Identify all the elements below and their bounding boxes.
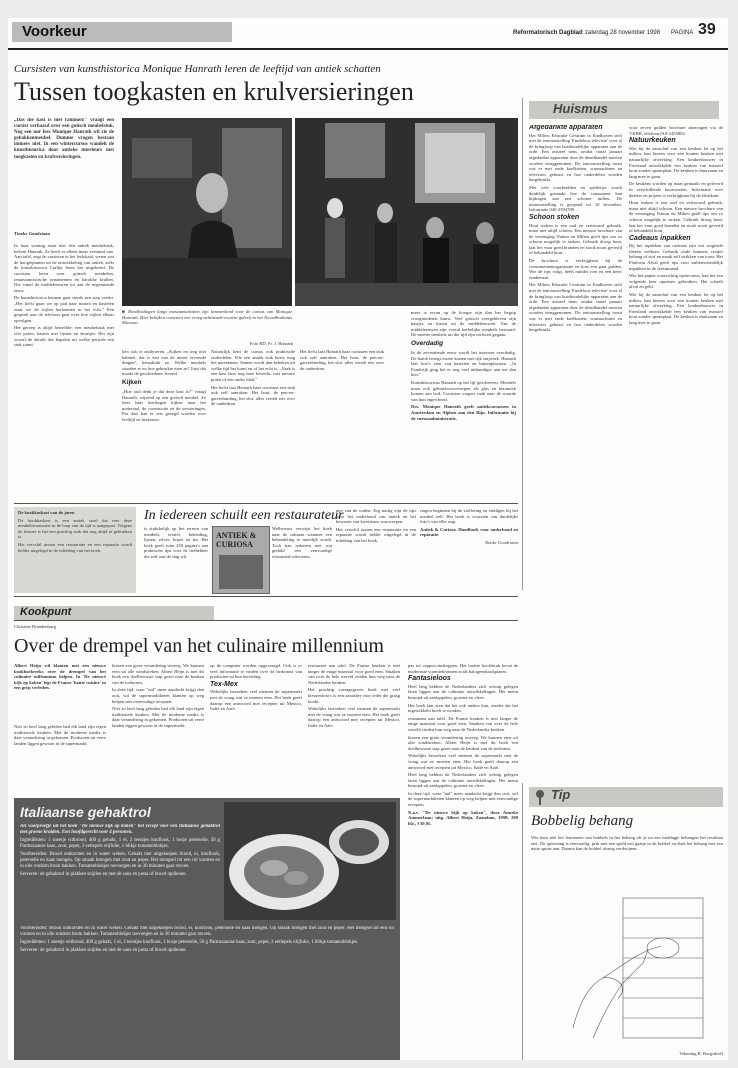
lead-kicker: Cursisten van kunsthistorica Monique Hanrath leren de leeftijd van antiek schatten <box>14 63 381 75</box>
huismus-h3: Natuurkeuken <box>629 137 676 145</box>
recipe-serve-2: Serveren: de gehaktrol in plakken snijden en met de saus en pasta of brood opdienen. <box>20 948 187 953</box>
kookpunt-col4-p2: Het prachtig vormgegeven boek met veel kleurenfoto's is een aanrader voor ieder die graag kookt. <box>308 687 400 704</box>
tip-credit: Tekening R. Borgsdorff <box>679 1051 723 1056</box>
restaurateur-t3a: nen van de ouden. Erg nuttig zijn de tips voor het onderhoud van antiek en het bewaren van kwetsbare voorwerpen. <box>336 508 416 525</box>
kookpunt-col4-p3: Wekelijks bezoeken veel mensen de supermarkt met de vraag wat ze moeten eten. Het boek geeft daarop een antwoord met recepten uit Mexico, Italië en Azië. <box>308 706 400 728</box>
lead-photo-museum <box>295 118 518 306</box>
huismus-h2: Schoon stoken <box>529 213 580 221</box>
kookpunt-col5-p5: kiezen een grote verandering teweeg. We kunnen eten uit alle windstreken. Albert Heijn is met dit boek een doelbewuste stap gezet naar de keuken van de toekomst. <box>408 734 518 751</box>
lead-col2-subhead: Kijken <box>122 378 142 386</box>
restaurateur-sidebox-text <box>18 510 132 592</box>
huismus-t2c: Het Milieu Educatie Centrum in Eindhoven stelt met de tentoonstelling 'Eindeloos televisie' voor al de kringloop van huishoudelijke apparaten aan de orde. Een actueel item, omdat vanaf januari afgedankte apparaten door de detailhandel moeten worden teruggenomen. De tentoonstelling toont wat er met oude koelkasten, wasmachines en televisies gebeurt en hoe onderdelen worden hergebruikt. <box>529 282 622 333</box>
restaurateur-sidebox-body: De kookkaskast is een antiek stoel dat met deze meubelrestauratie in de loop van de tijd is aangepast. Volgens de kenner is het een prachtig stuk dat nog altijd te gebruiken is. <box>18 517 132 540</box>
lead-col4-p3: Kunsthistoricus Hanrath op het lijf geschreven. Meubels maar ook gebruiksvoorwerpen als glas en keramiek komen aan bod. Cursisten vragen vaak naar de waarde van hun eigen bezit. <box>411 379 516 402</box>
lead-col4-p1: meer is ervan op de hoogte zijn dan het begrip vroegmoderne kunst. Veel gotisch overgebleven zijn kastjes en kisten uit de middeleeuwen. Van de middeleeuwen zijn vooral kerkelijke meubels bewaard. De meeste meubels uit die tijd zijn verloren gegaan. <box>411 310 516 338</box>
huismus-t3c: Hout stoken is een oud en vertrouwd gebruik, maar niet altijd schoon. Een nieuwe brochure van de vereniging Natuur en Milieu geeft tips om zo schoon mogelijk te stoken. Gebruik droog hout, laat het vuur goed branden en stook nooit geverfd of behandeld hout. <box>629 200 723 234</box>
recipe-method: Voorbereiden: Brood ontkorsten en in water weken. Gehakt met uitgeknepen brood, ei, knoflook, peterselie en kaas mengen. Op smaak brengen met zout en peper. Het mengsel tot een rol vormen en in olie rondom bruin bakken. Tomatenblokjes toevoegen en in 30 minuten gaar stoven. <box>20 852 220 869</box>
restaurateur-t1: is stukskelijk op het terrein van meubels, textiel, bekleding, lijsten, zilver, koper en tin. Het boek geeft ruim 250 pagina's aan praktische tips voor de liefhebber die zelf aan de slag wil. <box>144 526 208 559</box>
tip-illustration-image <box>563 888 713 1048</box>
caption-text: Rondleidingen langs museumschatten zijn kenmerkend voor de cursus van Monique Hanrath. Hier bekijken cursisten een vroeg-achttiende-eeuwse galerij in het Noordbrabants Museum. <box>122 309 292 326</box>
page-number: 39 <box>698 21 716 38</box>
huismus-h1: Afgedankte apparaten <box>529 125 603 131</box>
book-cover-title: ANTIEK & CURIOSA <box>216 531 257 549</box>
kookpunt-col5-p3: Het boek laat zien dat het ook anders kan, zonder dat het ingewikkeld hoeft te worden. <box>408 702 518 714</box>
huismus-h4: Cadeaus inpakken <box>629 234 691 242</box>
huismus-t3: Wie bij de aanschaf van een keuken let op het milieu, kan kiezen voor een houten keuken met natuurlijke afwerking. Een keukenbouwer in Friesland ontwikkelde een keuken van massief hout zonder spaanplaat. De keuken is duurzaam en lang mee te gaan. <box>629 145 723 179</box>
tip-pushpin-icon <box>533 789 547 805</box>
caption-bullet: ■ <box>122 309 129 314</box>
recipe-serve: Serveren: de gehaktrol in plakken snijden en met de saus en pasta of brood opdienen. <box>20 872 187 877</box>
lead-photo-museum-image <box>295 118 518 306</box>
kookpunt-col5-p2: Heel lang hebben de Nederlanders zich weinig gelegen laten liggen aan de culinaire ontwikkelingen. Het menu bestond uit aardappelen, groente en vlees. <box>408 683 518 700</box>
kookpunt-label-box <box>14 606 518 621</box>
masthead <box>8 18 728 50</box>
kookpunt-headline: Over de drempel van het culinaire millennium <box>14 635 384 657</box>
tip-text: Wie kent niet het fenomeen van bobbels in het behang als je na een middagje behangen het resultaat ziet. De oplossing is eenvoudig: prik met een speld een gaatje in de bobbel en druk het behang met een natte spons aan. Daarna kan de bobbel alsnog verdwijnen. <box>531 835 723 852</box>
book-cover-image <box>219 555 263 589</box>
huismus-t4c: Wie bij de aanschaf van een keuken let op het milieu, kan kiezen voor een houten keuken met natuurlijke afwerking. Een keukenbouwer in Friesland ontwikkelde een keuken van massief hout zonder spaanplaat. De keuken is duurzaam en lang mee te gaan. <box>629 292 723 325</box>
kookpunt-col5 <box>408 663 518 1058</box>
lead-col4-subhead: Overdadig <box>411 339 444 347</box>
lead-col3-p2: Het liefst laat Hanrath haar cursisten een stuk ook zelf aanraken. Het hout, de pen-en-gatverbinding, het slot: alles vertelt iets over de ouderdom. <box>211 384 295 407</box>
lead-col4-p2: In de zeventiende eeuw wordt het interieur overdadig. De barok brengt zware kasten met rijk snijwerk. Hanrath laat foto's zien van kastelen en buitenplaatsen. „In Frankrijk ging het er nog veel uitbundiger aan toe dan hier." <box>411 349 516 378</box>
kookpunt-byline: Christine Brandenburg <box>14 624 56 629</box>
photo-credit: Foto RD, Fr. J. Hanrath <box>249 341 293 346</box>
recipe-box <box>14 798 400 1060</box>
lead-col1-p2: De kunsthistorica kennen gaat steeds een stap verder. „Het liefst gaan we op pad naar musea en kastelen waar we de stijlen herkennen in het echt." Een gesprek aan de telefoon gaat over hoe stijlen elkaar opvolgen. <box>14 295 114 323</box>
kookpunt-col2-p2: In deze tijd, waar "nul" meer aandacht krijgt dan ooit, wil de supermarktketen klanten op weg helpen met eenvoudige recepten. <box>112 687 204 704</box>
kookpunt-col5-p8: In deze tijd, waar "nul" meer aandacht krijgt dan ooit, wil de supermarktketen klanten op weg helpen met eenvoudige recepten. <box>408 790 518 808</box>
lead-col4 <box>411 310 516 496</box>
restaurateur-t5a: ringen beginnen bij de stoffering en eindigen bij het meubel zelf. Het boek is voorzien van duidelijke foto's van elke stap. <box>420 508 518 525</box>
book-cover <box>212 526 270 594</box>
newspaper-page <box>8 18 728 1060</box>
recipe-ingredients: Ingrediënten: 1 sneetje witbrood, 400 g gehakt, 1 ei, 2 teentjes knoflook, 1 bosje peterselie, 50 g Parmezaanse kaas, zout, peper, 2 eetlepels olijfolie, 1 blikje tomatenblokjes. <box>20 838 220 849</box>
page-label: PAGINA <box>671 30 694 36</box>
restaurateur-t3 <box>336 508 416 592</box>
lead-photo-figure-image <box>122 118 292 306</box>
kookpunt-info: N.a.v. "De nieuwe kijk op koken", door Anneke Ammerlaan; uitg. Albert Heijn, Zaandam, 1998; 200 blz., f 39,95. <box>408 809 518 826</box>
lead-photo-figure <box>122 118 292 306</box>
kookpunt-col2-p3: Niet zo heel lang geleden had elk land zijn eigen traditionele keuken. Met de moderne media is daar verandering in gekomen. Producten uit verre landen liggen gewoon in de supermarkt. <box>112 706 204 728</box>
restaurateur-t3b: Het verschil tussen een restauratie en een reparatie wordt helder uitgelegd in de inleiding van het boek. <box>336 526 416 543</box>
restaurateur-headline: In iedereen schuilt een restaurateur <box>144 508 344 523</box>
lead-col2-p2: „Hoe oud denk je dat deze kast is?" vraagt Hanrath, wijzend op een gotisch meubel. Ze leert haar leerlingen kijken naar het materiaal, de constructie en de versieringen. Pas dan kan er iets gezegd worden over leeftijd en herkomst. <box>122 388 206 422</box>
lead-col3-p1: Natuurlijk kent de cursus ook praktische onderdelen. Wie een antiek stuk bezit, mag het meenemen. Samen wordt dan bekeken uit welke tijd het komt en of het echt is. „Vaak is een kast later nog eens bewerkt, met nieuwe poten of een ander blad." <box>211 349 295 382</box>
tip-headline: Bobbelig behang <box>531 813 634 829</box>
recipe-title: Italiaanse gehaktrol <box>20 804 151 820</box>
lead-byline: Tineke Goudriaan <box>14 231 51 236</box>
lead-col2-p1: ken ook te analyseren. „Kijken en weg niet kabinet, dat is een van de meest ervoerde dingen", benadrukt ze. Welke meubels stonden er en hoe gebruikte men ze? Juist dat maakt de geschiedenis levend. <box>122 349 206 377</box>
restaurateur-t2: Welbewust verwijst het boek naar de vakman wanneer een behandeling te moeilijk wordt. Toch kan iedereen met wat geduld een eenvoudige restauratie uitvoeren. <box>272 526 332 559</box>
recipe-photo-image <box>224 802 396 920</box>
section-title: Voorkeur <box>22 23 87 40</box>
lead-col1-p1: In haar woning staat niet één antiek meubelstuk, bekent Hanrath. Ze heeft er alleen maar verstand van. Aan tafel, zegt de cursisten in het leslokaal, weten wat de hoogtepunten uit de ontwikkeling van antiek, zelfs de kunsthistorica Carlijn leren het uitgebreid. De cursisten leren over gotisch meubelen, renaissancistische ornamenten en barokke krullen. Die vanaf de middeleeuwen tot aan de negentiende eeuw. <box>14 243 114 293</box>
kookpunt-col3-p1: op de computer worden opgevraagd. Ook is er veel informatie te vinden over de herkomst van producten en hun bereiding. <box>210 663 302 680</box>
kookpunt-col5-p4: restaurant aan tafel. De Franse keuken is niet langer de enige maatstaf voor goed eten. Smaken van over de hele wereld vinden hun weg naar de Nederlandse keuken. <box>408 715 518 732</box>
huismus-t2b: De brochure is verkrijgbaar bij de consumentenorganisatie en kost een paar gulden. Wie de tips volgt, heeft minder roet en een beter rendement. <box>529 258 622 280</box>
kookpunt-col3 <box>210 663 302 794</box>
recipe-ingredients-2: Ingrediënten: 1 sneetje witbrood, 400 g gehakt, 1 ei, 2 teentjes knoflook, 1 bosje peterselie, 50 g Parmezaanse kaas, zout, peper, 2 eetlepels olijfolie, 1 blikje tomatenblokjes. <box>20 940 359 945</box>
lead-col3b-p1: Het liefst laat Hanrath haar cursisten een stuk ook zelf aanraken. Het hout, de pen-en-gatverbinding, het slot: alles vertelt iets over de ouderdom. <box>300 349 384 371</box>
kookpunt-col4-p1: restaurant aan tafel. De Franse keuken is niet langer de enige maatstaf voor goed eten. Smaken van over de hele wereld vinden hun weg naar de Nederlandse keuken. <box>308 663 400 685</box>
kookpunt-col5-p1: pas tot cappuccinokoppen. Het laatste hoofdstuk bevat de modernste warmtebronnen zoals halogeenkookplaten. <box>408 663 518 674</box>
restaurateur-t5 <box>420 508 518 592</box>
huismus-t1: Het Milieu Educatie Centrum in Eindhoven stelt met de tentoonstelling 'Eindeloos televisie' voor al de kringloop van huishoudelijke apparaten aan de orde. Een actueel item, omdat vanaf januari afgedankte apparaten door de detailhandel moeten worden teruggenomen. De tentoonstelling toont wat er met oude koelkasten, wasmachines en televisies gebeurt en hoe onderdelen worden hergebruikt. <box>529 132 622 183</box>
huismus-t2: Hout stoken is een oud en vertrouwd gebruik, maar niet altijd schoon. Een nieuwe brochure van de vereniging Natuur en Milieu geeft tips om zo schoon mogelijk te stoken. Gebruik droog hout, laat het vuur goed branden en stook nooit geverfd of behandeld hout. <box>529 222 622 256</box>
huismus-title: Huismus <box>553 101 608 116</box>
kookpunt-lead: Albert Heijn wil klanten met een nieuwe kookboekreeks over de drempel van het culinaire millennium helpen. In 'De nieuwe kijk op koken' legt de Franse 'haute cuisine' in een grijs verleden. <box>14 663 106 691</box>
lead-photo-caption <box>122 309 292 339</box>
kookpunt-col3-p2: Wekelijks bezoeken veel mensen de supermarkt met de vraag wat ze moeten eten. Het boek geeft daarop een antwoord met recepten uit Mexico, Italië en Azië. <box>210 689 302 712</box>
huismus-t1b: Met vele voorbeelden en spelletjes wordt duidelijk gemaakt hoe de consument kan bijdragen aan een schoner milieu. De tentoonstelling is geopend tot 10 december. Informatie 040-2594780. <box>529 184 622 213</box>
huismus-t3b: De keukens worden op maat gemaakt en geleverd in verschillende houtsoorten. Informatie over dealers en prijzen is verkrijgbaar bij de fabrikant. <box>629 181 723 198</box>
lead-col3b <box>300 349 384 494</box>
kookpunt-col5-p7: Heel lang hebben de Nederlanders zich weinig gelegen laten liggen aan de culinaire ontwikkelingen. Het menu bestond uit aardappelen, groente en vlees. <box>408 772 518 789</box>
kookpunt-col3-subhead: Tex-Mex <box>210 680 238 688</box>
kookpunt-col4 <box>308 663 400 794</box>
kookpunt-col1: Niet zo heel lang geleden had elk land zijn eigen traditionele keuken. Met de moderne media is daar verandering in gekomen. Producten uit verre landen liggen gewoon in de supermarkt. <box>14 724 106 746</box>
lead-col3 <box>211 349 295 494</box>
lead-col4-info: Drs. Monique Hanrath geeft antiekcursussen in Amsterdam en Alphen aan den Rijn. Informatie bij de cursusadministratie. <box>411 404 516 421</box>
huismus-col1 <box>529 125 622 590</box>
paper-name: Reformatorisch Dagblad <box>513 30 583 36</box>
huismus-t4b: Wie het papier voorzichtig openvouwt, kan het een volgende keer opnieuw gebruiken. Het scheelt afval en geld. <box>629 273 723 290</box>
restaurateur-sidebox-title: De kookkaskast van de jaren <box>18 510 75 515</box>
kookpunt-col5-p6: Wekelijks bezoeken veel mensen de supermarkt met de vraag wat ze moeten eten. Het boek geeft daarop een antwoord met recepten uit Mexico, Italië en Azië. <box>408 753 518 770</box>
lead-headline: Tussen toogkasten en krulversieringen <box>14 77 414 106</box>
edition-date: zaterdag 28 november 1998 <box>585 30 661 36</box>
lead-intro: „Das die kast is niet rammen!" vraagt een cursist verbaasd over een gotisch meubelstuk. Nog een uur lees Monique Hanrath wil zie de gebakkenmeubel. Dumme vragen bestaan immers niet. In een wintercursus wandelt de kunsthistorica door antieke interieurs met toogkasten en krulversieringen. <box>14 118 114 160</box>
huismus-column <box>522 98 729 590</box>
recipe-method-2: Voorbereiden: Brood ontkorsten en in water weken. Gehakt met uitgeknepen brood, ei, knoflook, peterselie en kaas mengen. Op smaak brengen met zout en peper. Het mengsel tot een rol vormen en in olie rondom bruin bakken. Tomatenblokjes toevoegen en in 30 minuten gaar stoven. <box>20 926 394 937</box>
restaurateur-info: Antiek & Curiosa. Handboek voor onderhoud en reparatie. <box>420 526 518 538</box>
restaurateur-byline: Tineke Goudriaan <box>484 539 518 545</box>
kookpunt-col5-subhead: Fantasieloos <box>408 675 451 683</box>
kookpunt-label: Kookpunt <box>20 606 72 618</box>
recipe-intro: Als voorproefje uit het boek "De nieuwe kijk op koken" het recept voor een Italiaanse gehaktrol met groene kruiden. Een hoofdgerecht voor 4 personen. <box>20 824 220 835</box>
tip-label: Tip <box>551 787 571 802</box>
lead-col2 <box>122 349 206 494</box>
tip-illustration <box>563 888 713 1048</box>
kookpunt-col2 <box>112 663 204 794</box>
recipe-text-wide <box>20 926 394 1054</box>
kookpunt-col2-p1: kiezen een grote verandering teweeg. We kunnen eten uit alle windstreken. Albert Heijn is met dit boek een doelbewuste stap gezet naar de keuken van de toekomst. <box>112 663 204 685</box>
lead-col1-p3: Het geroep is altijd hetzelfde: een meubelstuk met vier poten, kasten met lijsten en deurtjes. Het zijn vooral de details die bepalen uit welke periode een stuk stamt. <box>14 325 114 348</box>
huismus-col2 <box>629 125 723 590</box>
tip-box <box>522 783 729 1060</box>
restaurateur-sidebox-body2: Het verschil tussen een restauratie en een reparatie wordt helder uitgelegd in de inleiding van het boek. <box>18 541 132 553</box>
restaurateur-section <box>14 503 518 597</box>
lead-col1 <box>14 243 114 493</box>
recipe-photo <box>224 802 396 920</box>
huismus-t4: Bij het inpakken van cadeaus zijn wat originele ideeën welkom. Gebruik oude kranten, restjes behang of stof en maak zelf strikken van touw. Het Platform Afval geeft tips voor milieuvriendelijk inpakken in de feestmaand. <box>629 243 723 271</box>
huismus-col2a: voor zeven gulden brochure aanvragen via de VKBR, telefoon 010-2455802. <box>629 125 723 136</box>
